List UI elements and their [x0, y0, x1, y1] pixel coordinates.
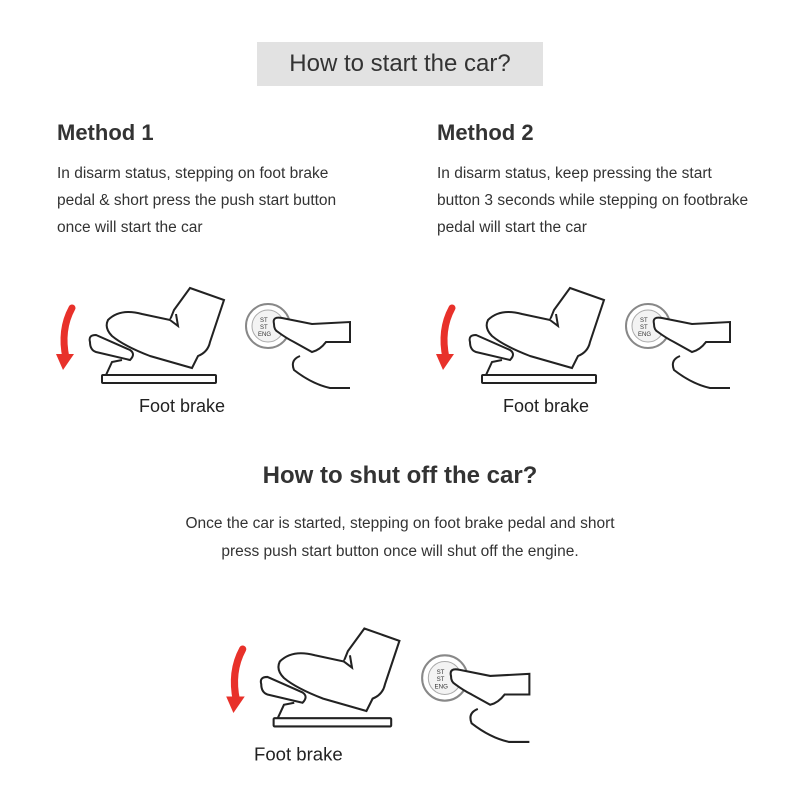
shutoff-line: press push start button once will shut off the engine. — [221, 543, 579, 560]
hand-icon — [451, 669, 530, 742]
method-1-line: pedal & short press the push start button — [57, 192, 337, 209]
red-arrow-icon — [436, 308, 454, 370]
method-1-heading: Method 1 — [57, 120, 154, 145]
foot-brake-label: Foot brake — [138, 396, 226, 416]
method-1-illustration — [50, 280, 370, 420]
shutoff-illustration — [220, 620, 550, 770]
red-arrow-icon — [226, 649, 245, 713]
button-label: ST — [640, 325, 648, 331]
shutoff-heading: How to shut off the car? — [262, 462, 538, 489]
red-arrow-icon — [56, 308, 74, 370]
method-2-text — [437, 160, 797, 241]
method-1-line: In disarm status, stepping on foot brake — [57, 165, 329, 182]
method-1-text — [57, 160, 417, 241]
button-label: ST — [436, 676, 445, 684]
method-1-line: once will start the car — [57, 219, 203, 236]
method-2-heading: Method 2 — [437, 120, 534, 145]
hand-icon — [654, 318, 730, 388]
button-label: ST — [260, 318, 268, 324]
method-2-line: button 3 seconds while stepping on footbrake — [437, 192, 749, 209]
button-label: ENG — [638, 332, 652, 338]
foot-brake-label: Foot brake — [502, 396, 590, 416]
shutoff-text — [0, 510, 800, 566]
hand-icon — [274, 318, 350, 388]
button-label: ENG — [434, 683, 448, 691]
button-label: ENG — [258, 332, 272, 338]
button-label: ST — [436, 668, 445, 676]
shutoff-line: Once the car is started, stepping on foot brake pedal and short — [185, 515, 615, 532]
method-2-line: In disarm status, keep pressing the start — [437, 165, 712, 182]
foot-brake-label: Foot brake — [254, 743, 343, 765]
method-2-line: pedal will start the car — [437, 219, 587, 236]
method-2-illustration — [430, 280, 750, 420]
button-label: ST — [640, 318, 648, 324]
button-label: ST — [260, 325, 268, 331]
page-title: How to start the car? — [257, 42, 543, 86]
